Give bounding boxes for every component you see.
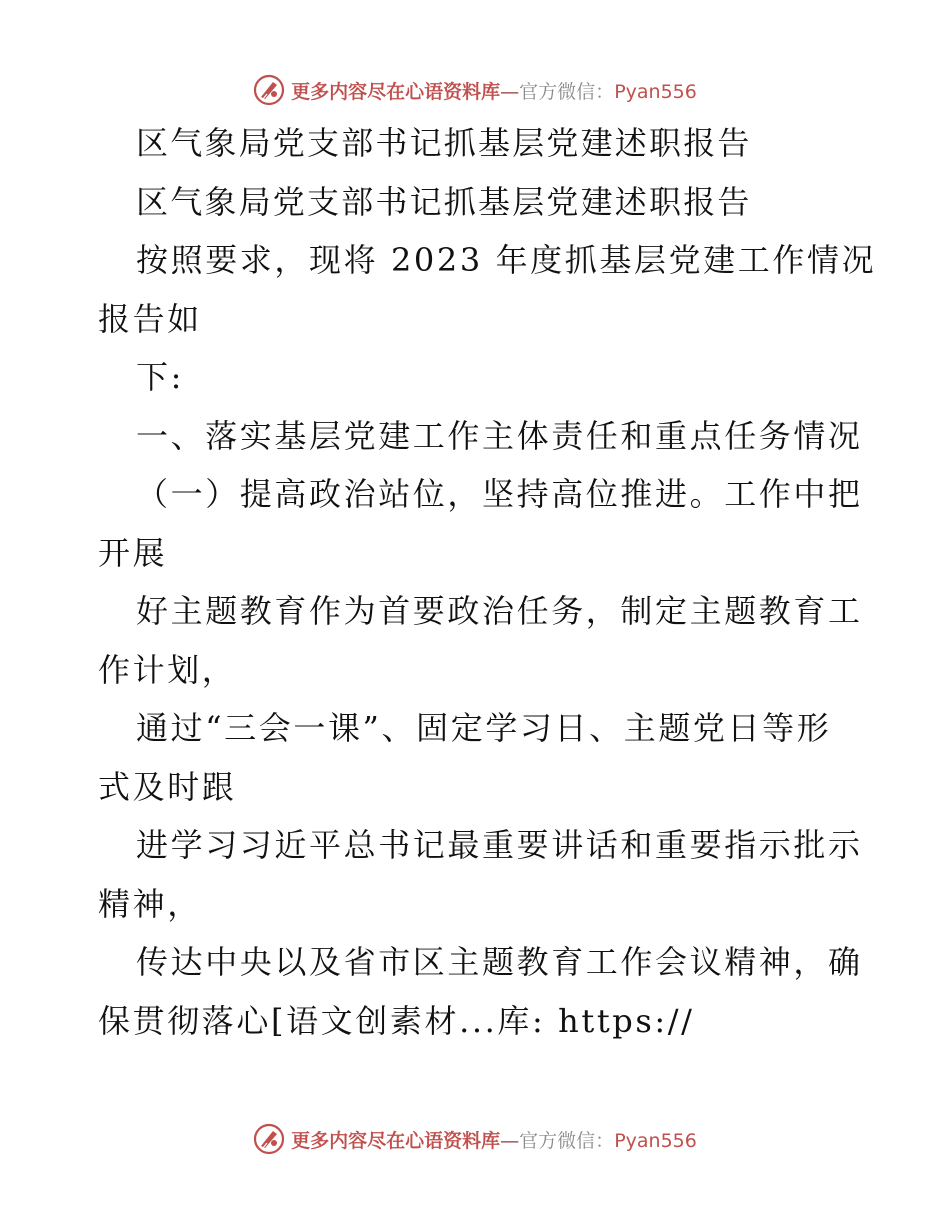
paragraph-line: 传达中央以及省市区主题教育工作会议精神，确 [136, 943, 863, 981]
watermark-dash: — [500, 1129, 520, 1152]
red-quill-seal-icon [253, 1123, 285, 1155]
document-title: 区气象局党支部书记抓基层党建述职报告 [136, 124, 752, 162]
paragraph-line: 作计划， [98, 650, 237, 689]
paragraph-line: 下: [136, 358, 184, 396]
paragraph-line: 报告如 [98, 299, 202, 338]
paragraph-line: 进学习习近平总书记最重要讲话和重要指示批示 [136, 826, 863, 864]
paragraph-line: 保贯彻落心[语文创素材...库: https:// [98, 1001, 695, 1040]
paragraph-line: 通过“三会一课”、固定学习日、主题党日等形 [136, 709, 832, 747]
watermark-brand: 更多内容尽在心语资料库 [291, 80, 501, 103]
watermark-wechat-label: 官方微信： [519, 1129, 615, 1152]
watermark-dash: — [500, 80, 520, 103]
watermark-text [291, 1126, 697, 1153]
watermark-text [291, 77, 697, 104]
section-heading: 一、落实基层党建工作主体责任和重点任务情况 [136, 416, 863, 455]
footer-watermark [0, 1119, 950, 1159]
paragraph-line: 开展 [98, 533, 168, 572]
watermark-wechat-id: Pyan556 [614, 1129, 697, 1152]
document-body [98, 114, 877, 1050]
subsection-heading: （一）提高政治站位，坚持高位推进。工作中把 [136, 475, 863, 513]
watermark-wechat-label: 官方微信： [519, 80, 615, 103]
watermark-brand: 更多内容尽在心语资料库 [291, 1129, 501, 1152]
document-title-repeat: 区气象局党支部书记抓基层党建述职报告 [136, 182, 752, 221]
paragraph-line: 好主题教育作为首要政治任务，制定主题教育工 [136, 592, 863, 630]
watermark-wechat-id: Pyan556 [614, 80, 697, 103]
header-watermark [0, 70, 950, 110]
red-quill-seal-icon [253, 74, 285, 106]
paragraph-line: 精神， [98, 884, 202, 923]
paragraph-line: 按照要求，现将 2023 年度抓基层党建工作情况 [136, 241, 877, 279]
paragraph-line: 式及时跟 [98, 767, 237, 806]
